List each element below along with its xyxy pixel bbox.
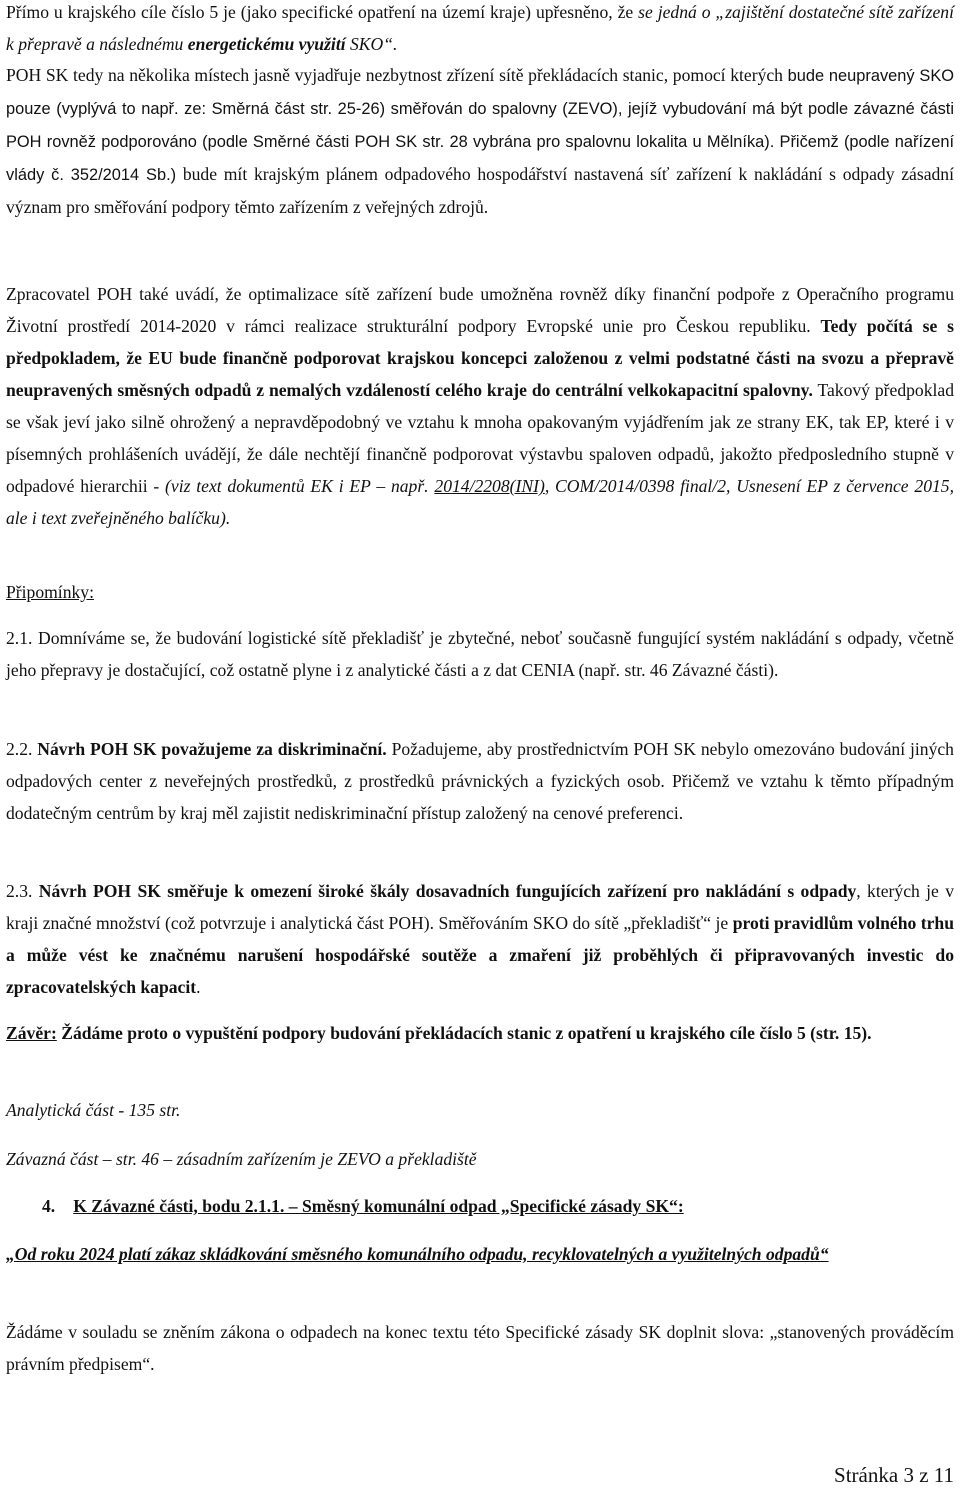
paragraph-2-3: 2.3. Návrh POH SK směřuje k omezení široké škály dosavadních fungujících zařízení pro nakládání s odpady, kterých je v kraji značné množství (což potvrzuje i analytická část POH). Směřováním SKO do sítě „překladišť“ je proti pravidlům volného trhu a může vést ke značnému narušení hospodářské soutěže a zmaření již proběhlých či připravovaných investic do zpracovatelských kapacit.: [6, 881, 955, 997]
paragraph-2-2: 2.2. Návrh POH SK považujeme za diskriminační. Požadujeme, aby prostřednictvím POH SK nebylo omezováno budování jiných odpadových center z neveřejných prostředků, z prostředků právnických a fyzických osob. Přičemž ve vztahu k těmto případným dodatečným centrům by kraj měl zajistit nediskriminační přístup založený na cenové preferenci.: [6, 739, 954, 823]
paragraph-2-1: 2.1. Domníváme se, že budování logistické sítě překladišť je zbytečné, neboť současně fungující systém nakládání s odpady, včetně jeho přepravy je dostačující, což ostatně plyne i z analytické části a z dat CENIA (např. str. 46 Závazné části).: [6, 628, 954, 680]
paragraph-poh-sit: POH SK tedy na několika místech jasně vyjadřuje nezbytnost zřízení sítě překládacích stanic, pomocí kterých bude neupravený SKO pouze (vyplývá to např. ze: Směrná část str. 25-26) směřován do spalovny (ZEVO), jejíž vybudování má být podle závazné části POH rovněž podporováno (podle Směrné části POH SK str. 28 vybrána pro spalovnu lokalita u Mělníka). Přičemž (podle nařízení vlády č. 352/2014 Sb.) bude mít krajským plánem odpadového hospodářství nastavená síť zařízení k nakládání s odpady zásadní význam pro směřování podpory těmto zařízením z veřejných zdrojů.: [6, 65, 954, 217]
paragraph-krajsky-cil: Přímo u krajského cíle číslo 5 je (jako specifické opatření na území kraje) upřesněno, že se jedná o „zajištění dostatečné sítě zařízení k přepravě a následnému energetickému využití SKO“.: [6, 2, 954, 54]
paragraph-zaver: Závěr: Žádáme proto o vypuštění podpory budování překládacích stanic z opatření u krajského cíle číslo 5 (str. 15).: [6, 1023, 872, 1043]
note-analyticka-cast: Analytická část - 135 str.: [6, 1100, 181, 1120]
note-zavazna-cast: Závazná část – str. 46 – zásadním zařízením je ZEVO a překladiště: [6, 1149, 477, 1169]
quote-zakaz-skladkovani: „Od roku 2024 platí zákaz skládkování směsného komunálního odpadu, recyklovatelných a využitelných odpadů“: [6, 1244, 829, 1264]
heading-section-4: 4. K Závazné části, bodu 2.1.1. – Směsný komunální odpad „Specifické zásady SK“:: [42, 1196, 684, 1216]
heading-pripominky: Připomínky:: [6, 582, 94, 602]
page-number: Stránka 3 z 11: [834, 1463, 954, 1487]
paragraph-zpracovatel: Zpracovatel POH také uvádí, že optimalizace sítě zařízení bude umožněna rovněž díky finanční podpoře z Operačního programu Životní prostředí 2014-2020 v rámci realizace strukturální podpory Evropské unie pro Českou republiku. Tedy počítá se s předpokladem, že EU bude finančně podporovat krajskou koncepci založenou z velmi podstatné části na svozu a přepravě neupravených směsných odpadů z nemalých vzdáleností celého kraje do centrální velkokapacitní spalovny. Takový předpoklad se však jeví jako silně ohrožený a nepravděpodobný ve vztahu k mnoha opakovaným vyjádřením jak ze strany EK, tak EP, které i v písemných prohlášeních uvádějí, že dále nechtějí finančně podporovat výstavbu spaloven odpadů, jakožto předposledního stupně v odpadové hierarchii - (viz text dokumentů EK i EP – např. 2014/2208(INI), COM/2014/0398 final/2, Usnesení EP z července 2015, ale i text zveřejněného balíčku).: [6, 284, 955, 528]
paragraph-zadost: Žádáme v souladu se zněním zákona o odpadech na konec textu této Specifické zásady SK doplnit slova: „stanovených prováděcím právním předpisem“.: [6, 1322, 954, 1374]
